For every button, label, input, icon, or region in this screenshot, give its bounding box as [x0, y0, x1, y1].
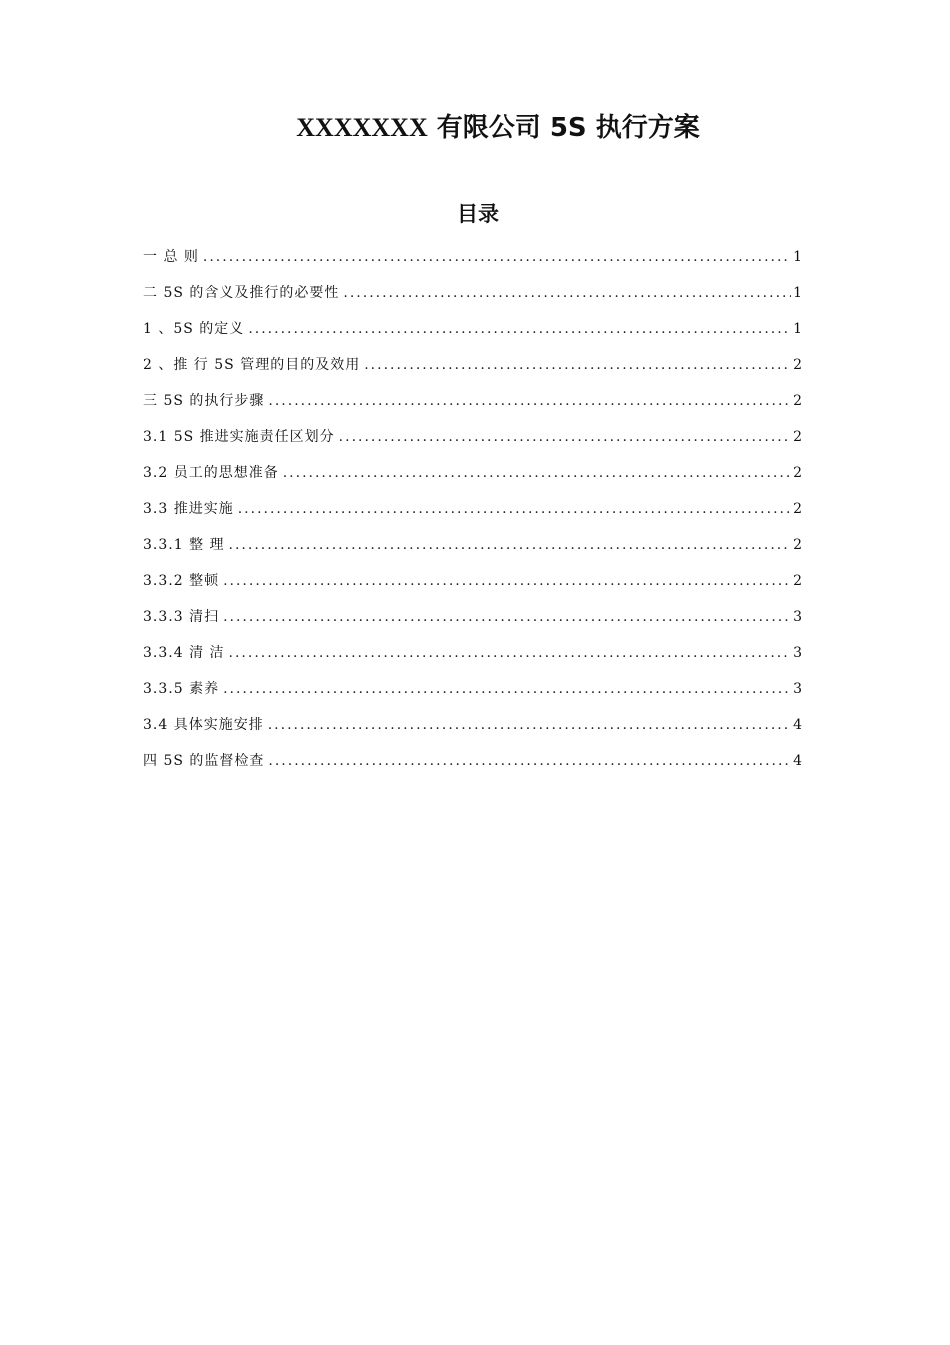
toc-entry-label: 3.4 具体实施安排 [143, 717, 264, 733]
toc-entry[interactable] [143, 384, 803, 420]
toc-leader-dots [223, 564, 791, 598]
toc-leader-dots [339, 420, 791, 454]
toc-entry[interactable] [143, 456, 803, 492]
toc-leader-dots [343, 276, 791, 310]
toc-entry-label: 一 总 则 [143, 249, 199, 265]
toc-entry-label: 3.3 推进实施 [143, 501, 234, 517]
document-title-company-code: XXXXXXX [296, 113, 428, 142]
toc-entry-label: 三 5S 的执行步骤 [143, 393, 265, 409]
toc-entry-page: 2 [793, 537, 803, 553]
toc-entry[interactable] [143, 420, 803, 456]
toc-entry-page: 2 [793, 357, 803, 373]
toc-heading: 目录 [457, 202, 499, 226]
toc-entry-label: 3.1 5S 推进实施责任区划分 [143, 429, 335, 445]
toc-leader-dots [238, 492, 791, 526]
toc-entry-page: 2 [793, 501, 803, 517]
toc-entry-page: 4 [793, 753, 803, 769]
toc-entry-label: 3.3.4 清 洁 [143, 645, 225, 661]
toc-entry-label: 3.2 员工的思想准备 [143, 465, 279, 481]
toc-leader-dots [364, 348, 791, 382]
toc-leader-dots [283, 456, 791, 490]
toc-entry-label: 四 5S 的监督检查 [143, 753, 265, 769]
toc-entry-page: 2 [793, 465, 803, 481]
toc-entry[interactable] [143, 240, 803, 276]
toc-entry-page: 4 [793, 717, 803, 733]
toc-entry-page: 2 [793, 429, 803, 445]
document-title [0, 108, 950, 148]
toc-leader-dots [203, 240, 791, 274]
toc-entry-label: 3.3.3 清扫 [143, 609, 220, 625]
toc-entry[interactable] [143, 348, 803, 384]
toc-leader-dots [223, 672, 791, 706]
toc-entry-page: 3 [793, 681, 803, 697]
document-title-text: 有限公司 5S 执行方案 [436, 113, 700, 143]
toc-entry-page: 1 [793, 249, 803, 265]
toc-entry-label: 2 、推 行 5S 管理的目的及效用 [143, 357, 361, 373]
toc-leader-dots [223, 600, 791, 634]
toc-entry-page: 1 [793, 285, 803, 301]
toc-entry[interactable] [143, 312, 803, 348]
toc-entry[interactable] [143, 708, 803, 744]
toc-entry-page: 2 [793, 393, 803, 409]
toc-entry-page: 2 [793, 573, 803, 589]
toc-entry-label: 3.3.5 素养 [143, 681, 220, 697]
toc-entry-page: 3 [793, 645, 803, 661]
toc-entry[interactable] [143, 636, 803, 672]
toc-entry-label: 二 5S 的含义及推行的必要性 [143, 285, 340, 301]
toc-entry-page: 3 [793, 609, 803, 625]
toc-entry[interactable] [143, 744, 803, 780]
toc-entry[interactable] [143, 672, 803, 708]
toc-entry[interactable] [143, 528, 803, 564]
toc-entry[interactable] [143, 600, 803, 636]
toc-entry[interactable] [143, 276, 803, 312]
toc-entry[interactable] [143, 564, 803, 600]
toc-entry[interactable] [143, 492, 803, 528]
toc-entry-page: 1 [793, 321, 803, 337]
toc-leader-dots [268, 744, 791, 778]
toc-leader-dots [268, 384, 791, 418]
toc-leader-dots [248, 312, 791, 346]
toc-leader-dots [268, 708, 791, 742]
toc-entry-label: 3.3.2 整顿 [143, 573, 220, 589]
toc-entry-label: 3.3.1 整 理 [143, 537, 225, 553]
toc-leader-dots [229, 528, 791, 562]
table-of-contents [143, 240, 803, 780]
toc-leader-dots [229, 636, 791, 670]
toc-entry-label: 1 、5S 的定义 [143, 321, 245, 337]
